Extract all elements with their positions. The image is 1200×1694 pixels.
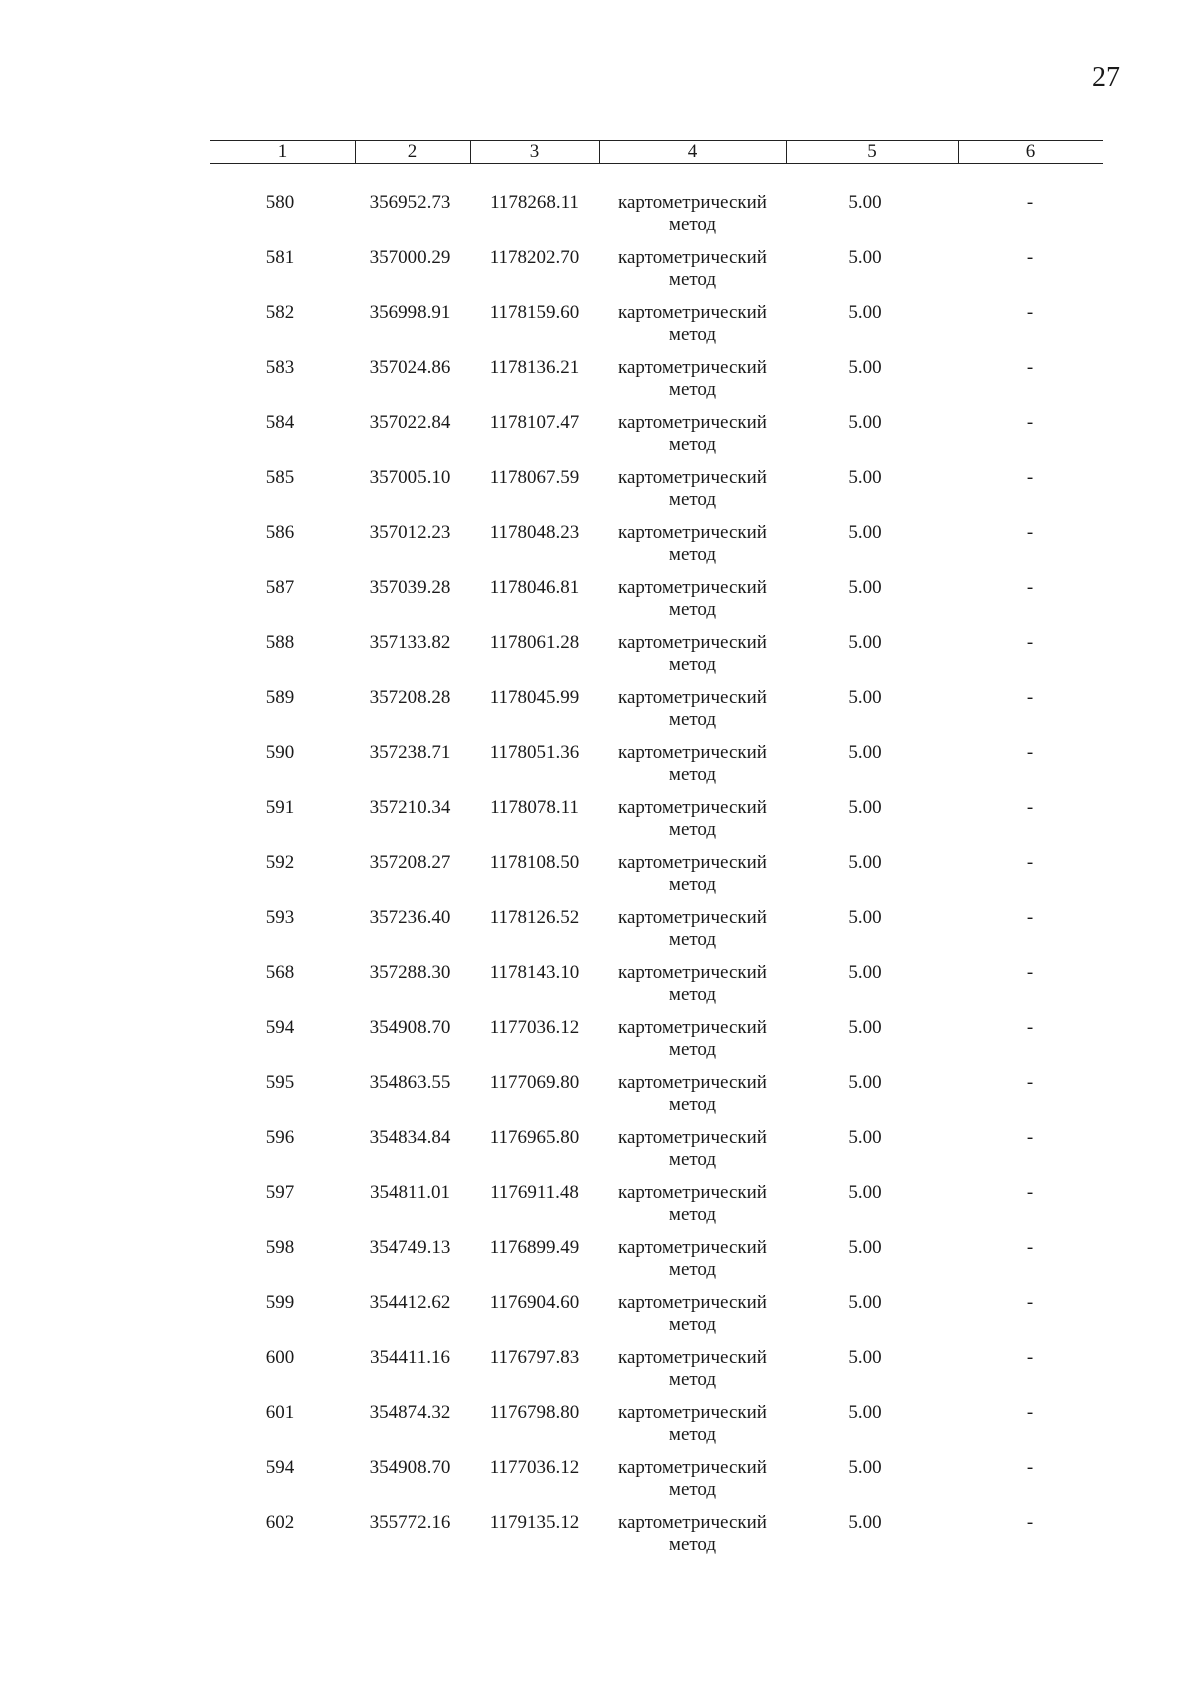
point-number: 597	[265, 1182, 295, 1203]
method-line-2: метод	[668, 764, 717, 785]
method-line-1: картометрический	[618, 687, 767, 708]
accuracy-value: 5.00	[848, 522, 882, 543]
coordinate-x: 356998.91	[369, 302, 451, 323]
method-line-2: метод	[668, 1149, 717, 1170]
accuracy-value: 5.00	[848, 467, 882, 488]
coordinate-x: 354412.62	[369, 1292, 451, 1313]
method-cell	[600, 907, 785, 951]
accuracy-value: 5.00	[848, 357, 882, 378]
coordinate-y: 1176911.48	[490, 1182, 579, 1203]
accuracy-value: 5.00	[848, 577, 882, 598]
table-row	[0, 467, 1200, 522]
method-line-2: метод	[668, 1094, 717, 1115]
method-line-2: метод	[668, 1479, 717, 1500]
table-row	[0, 522, 1200, 577]
method-line-2: метод	[668, 1314, 717, 1335]
extra-value: -	[1026, 1237, 1034, 1258]
method-line-1: картометрический	[618, 1237, 767, 1258]
table-row	[0, 1512, 1200, 1567]
accuracy-value: 5.00	[848, 1127, 882, 1148]
coordinate-x: 354811.01	[369, 1182, 451, 1203]
extra-value: -	[1026, 742, 1034, 763]
extra-value: -	[1026, 907, 1034, 928]
point-number: 594	[265, 1017, 295, 1038]
method-line-2: метод	[668, 929, 717, 950]
accuracy-value: 5.00	[848, 1347, 882, 1368]
method-line-2: метод	[668, 434, 717, 455]
method-line-2: метод	[668, 544, 717, 565]
point-number: 582	[265, 302, 295, 323]
extra-value: -	[1026, 1127, 1034, 1148]
extra-value: -	[1026, 357, 1034, 378]
header-col-6: 6	[1025, 141, 1036, 162]
extra-value: -	[1026, 632, 1034, 653]
point-number: 596	[265, 1127, 295, 1148]
coordinate-y: 1176798.80	[489, 1402, 580, 1423]
table-row	[0, 302, 1200, 357]
coordinate-y: 1178046.81	[489, 577, 580, 598]
method-line-2: метод	[668, 489, 717, 510]
method-line-2: метод	[668, 1534, 717, 1555]
coordinate-x: 357238.71	[369, 742, 451, 763]
table-row	[0, 907, 1200, 962]
coordinate-x: 354874.32	[369, 1402, 451, 1423]
point-number: 600	[265, 1347, 295, 1368]
method-cell	[600, 797, 785, 841]
table-row	[0, 1237, 1200, 1292]
coordinate-y: 1178061.28	[489, 632, 580, 653]
table-row	[0, 632, 1200, 687]
point-number: 592	[265, 852, 295, 873]
coordinate-x: 357288.30	[369, 962, 451, 983]
method-line-1: картометрический	[618, 632, 767, 653]
coordinate-y: 1178143.10	[489, 962, 580, 983]
point-number: 586	[265, 522, 295, 543]
coordinate-y: 1178108.50	[489, 852, 580, 873]
extra-value: -	[1026, 412, 1034, 433]
method-cell	[600, 192, 785, 236]
extra-value: -	[1026, 302, 1034, 323]
method-cell	[600, 247, 785, 291]
method-line-2: метод	[668, 379, 717, 400]
coordinate-x: 354908.70	[369, 1457, 451, 1478]
table-row	[0, 742, 1200, 797]
coordinate-y: 1178268.11	[490, 192, 579, 213]
coordinate-x: 357024.86	[369, 357, 451, 378]
table-row	[0, 577, 1200, 632]
point-number: 601	[265, 1402, 295, 1423]
extra-value: -	[1026, 1017, 1034, 1038]
extra-value: -	[1026, 962, 1034, 983]
coordinate-x: 357210.34	[369, 797, 451, 818]
point-number: 595	[265, 1072, 295, 1093]
extra-value: -	[1026, 522, 1034, 543]
coordinate-x: 354749.13	[369, 1237, 451, 1258]
point-number: 593	[265, 907, 295, 928]
coordinate-x: 357005.10	[369, 467, 451, 488]
accuracy-value: 5.00	[848, 1237, 882, 1258]
method-line-2: метод	[668, 709, 717, 730]
method-line-1: картометрический	[618, 742, 767, 763]
method-line-2: метод	[668, 1039, 717, 1060]
coordinate-y: 1178107.47	[489, 412, 580, 433]
extra-value: -	[1026, 797, 1034, 818]
point-number: 599	[265, 1292, 295, 1313]
header-col-2: 2	[407, 141, 418, 162]
point-number: 598	[265, 1237, 295, 1258]
method-line-1: картометрический	[618, 467, 767, 488]
coordinate-x: 357208.27	[369, 852, 451, 873]
point-number: 584	[265, 412, 295, 433]
table-row	[0, 852, 1200, 907]
method-line-2: метод	[668, 269, 717, 290]
accuracy-value: 5.00	[848, 192, 882, 213]
method-cell	[600, 1182, 785, 1226]
method-cell	[600, 742, 785, 786]
accuracy-value: 5.00	[848, 687, 882, 708]
coordinate-x: 357133.82	[369, 632, 451, 653]
header-col-1: 1	[277, 141, 288, 162]
method-cell	[600, 357, 785, 401]
method-line-2: метод	[668, 1259, 717, 1280]
method-line-2: метод	[668, 324, 717, 345]
coordinate-y: 1178067.59	[489, 467, 580, 488]
method-line-1: картометрический	[618, 852, 767, 873]
method-line-2: метод	[668, 599, 717, 620]
point-number: 591	[265, 797, 295, 818]
method-line-1: картометрический	[618, 412, 767, 433]
coordinate-x: 354834.84	[369, 1127, 451, 1148]
coordinate-x: 357236.40	[369, 907, 451, 928]
extra-value: -	[1026, 1072, 1034, 1093]
accuracy-value: 5.00	[848, 632, 882, 653]
header-bottom-rule	[210, 163, 1103, 164]
header-col-4: 4	[687, 141, 698, 162]
table-row	[0, 1017, 1200, 1072]
extra-value: -	[1026, 1182, 1034, 1203]
coordinate-x: 354411.16	[369, 1347, 451, 1368]
method-cell	[600, 302, 785, 346]
coordinate-x: 357012.23	[369, 522, 451, 543]
header-col-5: 5	[867, 141, 877, 162]
point-number: 602	[265, 1512, 295, 1533]
coordinate-y: 1177036.12	[489, 1457, 580, 1478]
point-number: 587	[265, 577, 295, 598]
coordinate-y: 1178051.36	[489, 742, 580, 763]
coordinate-x: 357022.84	[369, 412, 451, 433]
method-line-1: картометрический	[618, 247, 767, 268]
method-cell	[600, 632, 785, 676]
table-row	[0, 1402, 1200, 1457]
accuracy-value: 5.00	[848, 412, 882, 433]
method-cell	[600, 1127, 785, 1171]
method-cell	[600, 852, 785, 896]
accuracy-value: 5.00	[848, 1512, 882, 1533]
method-line-1: картометрический	[618, 1017, 767, 1038]
method-cell	[600, 467, 785, 511]
coordinate-y: 1178126.52	[489, 907, 580, 928]
extra-value: -	[1026, 467, 1034, 488]
method-line-1: картометрический	[618, 1457, 767, 1478]
extra-value: -	[1026, 1457, 1034, 1478]
coordinate-y: 1176965.80	[489, 1127, 580, 1148]
method-line-2: метод	[668, 654, 717, 675]
coordinate-y: 1176899.49	[489, 1237, 580, 1258]
extra-value: -	[1026, 192, 1034, 213]
method-cell	[600, 522, 785, 566]
accuracy-value: 5.00	[848, 1457, 882, 1478]
coordinate-x: 355772.16	[369, 1512, 451, 1533]
accuracy-value: 5.00	[848, 742, 882, 763]
table-row	[0, 1127, 1200, 1182]
page-number: 27	[1092, 62, 1120, 93]
method-cell	[600, 1512, 785, 1556]
method-line-2: метод	[668, 214, 717, 235]
method-line-1: картометрический	[618, 1347, 767, 1368]
accuracy-value: 5.00	[848, 1182, 882, 1203]
point-number: 589	[265, 687, 295, 708]
coordinate-y: 1176904.60	[489, 1292, 580, 1313]
extra-value: -	[1026, 852, 1034, 873]
table-row	[0, 412, 1200, 467]
table-row	[0, 1182, 1200, 1237]
method-line-1: картометрический	[618, 522, 767, 543]
coordinate-y: 1178048.23	[489, 522, 580, 543]
method-cell	[600, 1402, 785, 1446]
coordinate-y: 1178159.60	[489, 302, 580, 323]
accuracy-value: 5.00	[848, 797, 882, 818]
method-cell	[600, 1237, 785, 1281]
method-line-2: метод	[668, 1369, 717, 1390]
table-row	[0, 797, 1200, 852]
point-number: 588	[265, 632, 295, 653]
coordinate-y: 1176797.83	[489, 1347, 580, 1368]
table-row	[0, 1072, 1200, 1127]
table-row	[0, 1457, 1200, 1512]
method-line-1: картометрический	[618, 962, 767, 983]
coordinate-y: 1178078.11	[490, 797, 579, 818]
point-number: 583	[265, 357, 295, 378]
point-number: 568	[265, 962, 295, 983]
table-row	[0, 192, 1200, 247]
coordinate-x: 357039.28	[369, 577, 451, 598]
method-cell	[600, 687, 785, 731]
coordinates-table-body	[0, 192, 1200, 1567]
extra-value: -	[1026, 1347, 1034, 1368]
coordinate-y: 1178136.21	[489, 357, 580, 378]
extra-value: -	[1026, 1402, 1034, 1423]
accuracy-value: 5.00	[848, 1072, 882, 1093]
method-cell	[600, 1347, 785, 1391]
coordinate-y: 1178045.99	[489, 687, 580, 708]
method-cell	[600, 412, 785, 456]
extra-value: -	[1026, 1292, 1034, 1313]
accuracy-value: 5.00	[848, 962, 882, 983]
point-number: 581	[265, 247, 295, 268]
method-line-1: картометрический	[618, 907, 767, 928]
table-row	[0, 357, 1200, 412]
extra-value: -	[1026, 247, 1034, 268]
method-line-2: метод	[668, 874, 717, 895]
accuracy-value: 5.00	[848, 1402, 882, 1423]
extra-value: -	[1026, 687, 1034, 708]
method-line-2: метод	[668, 984, 717, 1005]
method-cell	[600, 1292, 785, 1336]
coordinate-x: 356952.73	[369, 192, 451, 213]
accuracy-value: 5.00	[848, 302, 882, 323]
method-line-1: картометрический	[618, 1402, 767, 1423]
table-row	[0, 247, 1200, 302]
method-cell	[600, 1457, 785, 1501]
method-line-2: метод	[668, 1424, 717, 1445]
point-number: 594	[265, 1457, 295, 1478]
coordinate-x: 357208.28	[369, 687, 451, 708]
method-line-1: картометрический	[618, 302, 767, 323]
method-line-1: картометрический	[618, 1182, 767, 1203]
point-number: 580	[265, 192, 295, 213]
extra-value: -	[1026, 1512, 1034, 1533]
coordinate-x: 354863.55	[369, 1072, 451, 1093]
extra-value: -	[1026, 577, 1034, 598]
method-line-1: картометрический	[618, 357, 767, 378]
point-number: 585	[265, 467, 295, 488]
method-cell	[600, 1017, 785, 1061]
method-line-1: картометрический	[618, 1127, 767, 1148]
accuracy-value: 5.00	[848, 852, 882, 873]
coordinate-y: 1179135.12	[489, 1512, 580, 1533]
point-number: 590	[265, 742, 295, 763]
method-cell	[600, 962, 785, 1006]
table-row	[0, 1347, 1200, 1402]
method-line-1: картометрический	[618, 577, 767, 598]
coordinate-y: 1177036.12	[489, 1017, 580, 1038]
method-line-1: картометрический	[618, 192, 767, 213]
accuracy-value: 5.00	[848, 1292, 882, 1313]
header-col-3: 3	[529, 141, 540, 162]
method-line-2: метод	[668, 819, 717, 840]
method-line-1: картометрический	[618, 1292, 767, 1313]
method-line-1: картометрический	[618, 1072, 767, 1093]
coordinate-x: 357000.29	[369, 247, 451, 268]
method-line-1: картометрический	[618, 797, 767, 818]
method-cell	[600, 1072, 785, 1116]
method-cell	[600, 577, 785, 621]
accuracy-value: 5.00	[848, 1017, 882, 1038]
table-row	[0, 687, 1200, 742]
coordinate-x: 354908.70	[369, 1017, 451, 1038]
method-line-2: метод	[668, 1204, 717, 1225]
coordinate-y: 1177069.80	[489, 1072, 580, 1093]
accuracy-value: 5.00	[848, 907, 882, 928]
coordinate-y: 1178202.70	[489, 247, 580, 268]
table-row	[0, 1292, 1200, 1347]
table-row	[0, 962, 1200, 1017]
method-line-1: картометрический	[618, 1512, 767, 1533]
accuracy-value: 5.00	[848, 247, 882, 268]
